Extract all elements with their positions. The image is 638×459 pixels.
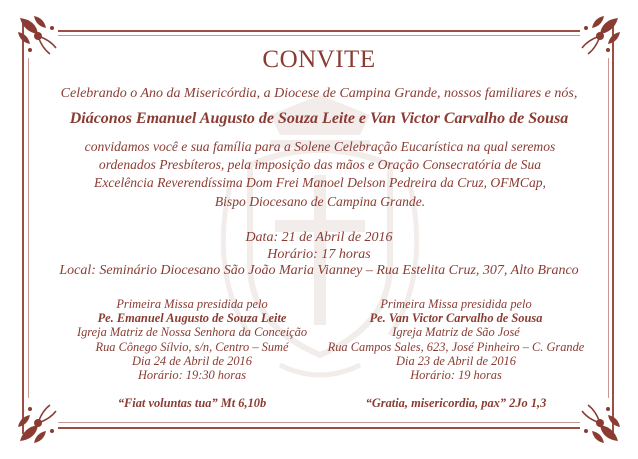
top-border-line-inner <box>58 35 580 36</box>
first-mass-heading: Primeira Missa presidida pelo <box>380 297 532 311</box>
church-name: Igreja Matriz de São José <box>392 325 520 340</box>
left-motto-quote: “Fiat voluntas tua” Mt 6,10b <box>117 396 267 410</box>
first-mass-heading: Primeira Missa presidida pelo <box>116 297 268 311</box>
mass-time: Horário: 19:30 horas <box>137 368 247 383</box>
bottom-border-line-inner <box>58 422 580 423</box>
intro-line: Celebrando o Ano da Misericórdia, a Diocese de Campina Grande, nossos familiares e nós, <box>60 86 578 101</box>
ordination-location: Local: Seminário Diocesano São João Maria Vianney – Rua Estelita Cruz, 307, Alto Branco <box>59 263 579 278</box>
church-name: Igreja Matriz de Nossa Senhora da Conceição <box>76 325 308 340</box>
priest-name: Pe. Emanuel Augusto de Souza Leite <box>97 311 287 326</box>
invitation-paragraph: convidamos você e sua família para a Solene Celebração Eucarística na qual seremos ordenados Presbíteros, pela imposição das mãos e Oração Consecratória de Sua Excelência Reverendíssima Dom Frei Manoel Delson Pedreira da Cruz, OFMCap, Bispo Diocesano de Campina Grande. <box>84 139 556 209</box>
church-address: Rua Cônego Sílvio, s/n, Centro – Sumé <box>95 339 289 354</box>
church-address: Rua Campos Sales, 623, José Pinheiro – C. Grande <box>327 339 585 354</box>
deacon-names: Diáconos Emanuel Augusto de Souza Leite e Van Victor Carvalho de Sousa <box>69 110 569 127</box>
first-mass-left-block <box>42 297 342 382</box>
invitation-title: CONVITE <box>262 46 376 73</box>
left-inner-border <box>28 58 29 398</box>
mass-time: Horário: 19 horas <box>410 368 502 383</box>
mass-date: Dia 23 de Abril de 2016 <box>396 353 516 368</box>
right-inner-border <box>608 58 609 398</box>
right-motto-quote: “Gratia, misericordia, pax” 2Jo 1,3 <box>365 396 547 410</box>
bottom-border-line <box>58 427 580 429</box>
mass-date: Dia 24 de Abril de 2016 <box>132 353 252 368</box>
ordination-date: Data: 21 de Abril de 2016 <box>245 230 393 245</box>
top-border-line <box>58 30 580 32</box>
first-mass-right-block <box>306 297 606 382</box>
priest-name: Pe. Van Victor Carvalho de Sousa <box>369 311 543 326</box>
ordination-time: Horário: 17 horas <box>267 247 371 262</box>
